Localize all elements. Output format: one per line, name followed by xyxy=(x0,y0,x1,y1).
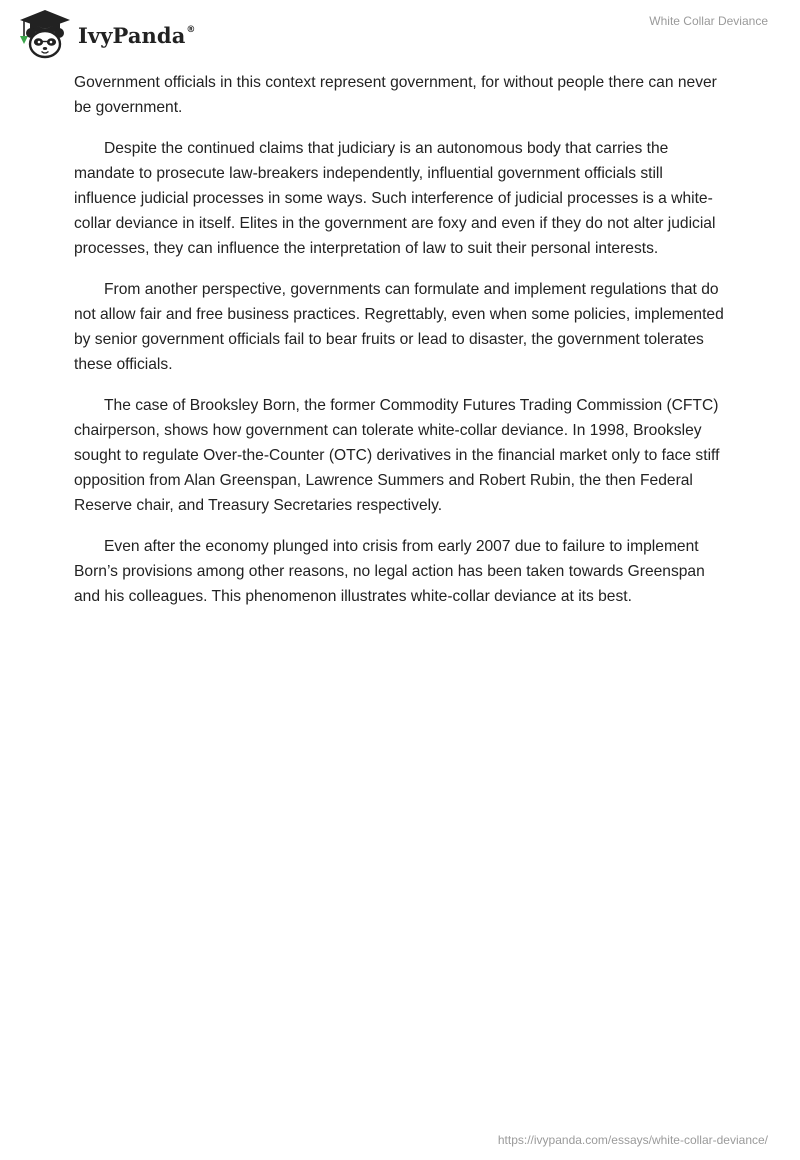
paragraph: Government officials in this context represent government, for without people there can never be government. xyxy=(74,74,717,116)
paragraph: The case of Brooksley Born, the former Commodity Futures Trading Commission (CFTC) chairperson, shows how government can tolerate white-collar deviance. In 1998, Brooksley sought to regulate Over-the-Counter (OTC) derivatives in the financial market only to face stiff opposition from Alan Greenspan, Lawrence Summers and Robert Rubin, the then Federal Reserve chair, and Treasury Secretaries respectively. xyxy=(74,397,720,514)
page-header xyxy=(0,0,800,70)
ivypanda-logo[interactable] xyxy=(14,8,196,60)
paragraph: Despite the continued claims that judiciary is an autonomous body that carries the mandate to prosecute law-breakers independently, influential government officials still influence judicial processes in some ways. Such interference of judicial processes is a white-collar deviance in itself. Elites in the government are foxy and even if they do not alter judicial processes, they can influence the interpretation of law to suit their personal interests. xyxy=(74,140,716,257)
registered-mark: ® xyxy=(186,24,196,35)
panda-graduate-icon xyxy=(14,8,76,60)
essay-body xyxy=(74,70,724,625)
document-title: White Collar Deviance xyxy=(649,14,768,28)
source-url-link[interactable]: https://ivypanda.com/essays/white-collar-deviance/ xyxy=(497,1133,768,1147)
brand-name: IvyPanda® xyxy=(78,22,196,48)
paragraph: From another perspective, governments can formulate and implement regulations that do not allow fair and free business practices. Regrettably, even when some policies, implemented by senior government officials fail to bear fruits or lead to disaster, the government tolerates these officials. xyxy=(74,281,724,373)
paragraph: Even after the economy plunged into crisis from early 2007 due to failure to implement Born’s provisions among other reasons, no legal action has been taken towards Greenspan and his colleagues. This phenomenon illustrates white-collar deviance at its best. xyxy=(74,538,705,605)
